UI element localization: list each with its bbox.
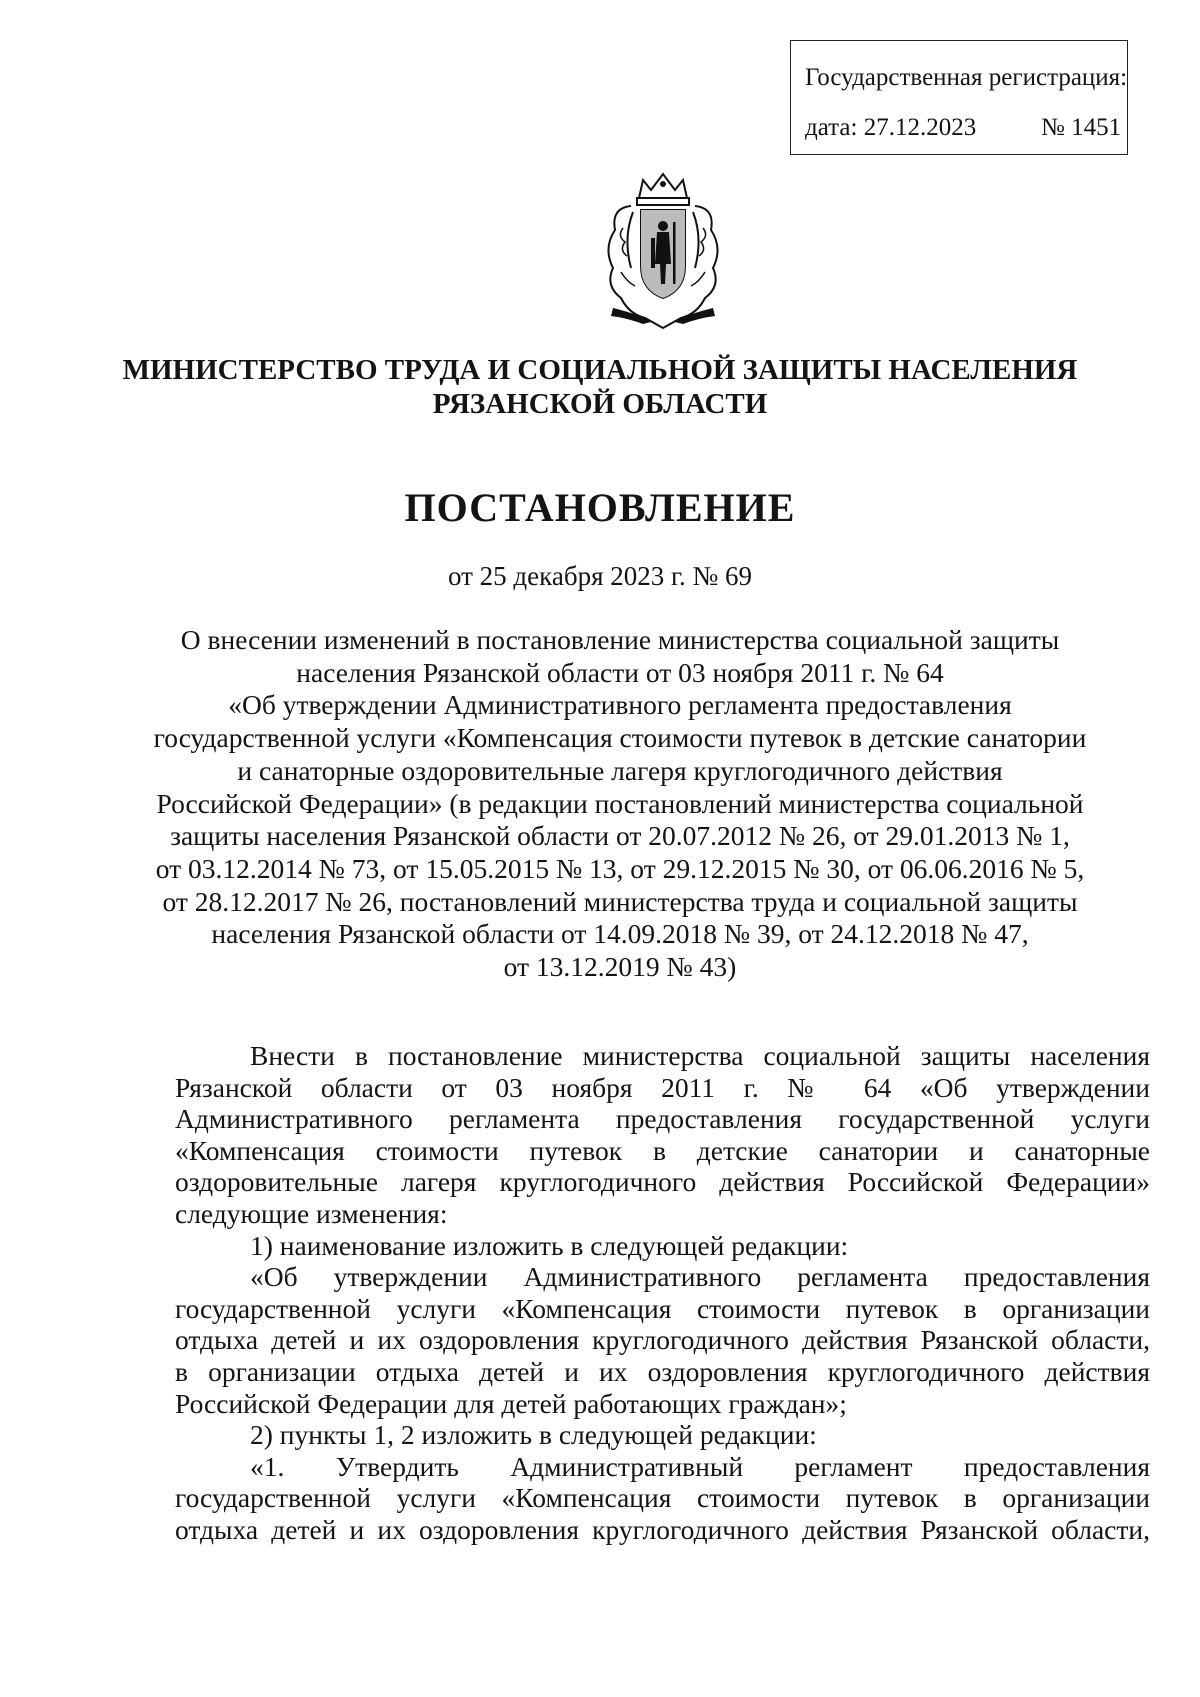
body-line: отдыха детей и их оздоровления круглогодичного действия Рязанской области, — [175, 1513, 1150, 1545]
body-line: «Компенсация стоимости путевок в детские санатории и санаторные — [175, 1134, 1150, 1166]
body-line: «1. Утвердить Административный регламент предоставления — [250, 1450, 1150, 1482]
title-line: и санаторные оздоровительные лагеря круглогодичного действия — [237, 754, 1003, 786]
registration-date: дата: 27.12.2023 — [805, 114, 977, 141]
title-line: «Об утверждении Административного регламента предоставления — [228, 689, 1012, 721]
document-body — [175, 1040, 1150, 1546]
document-date-number: от 25 декабря 2023 г. № 69 — [447, 561, 753, 591]
ryazan-coat-of-arms-icon — [592, 168, 734, 333]
body-line: 1) наименование изложить в следующей редакции: — [250, 1229, 849, 1261]
ministry-name-line-2: РЯЗАНСКОЙ ОБЛАСТИ — [432, 388, 768, 420]
document-title — [150, 624, 1090, 984]
body-line: государственной услуги «Компенсация стоимости путевок в организации — [175, 1292, 1150, 1324]
title-line: населения Рязанской области от 14.09.2018 № 39, от 24.12.2018 № 47, — [211, 918, 1029, 950]
document-type-heading: ПОСТАНОВЛЕНИЕ — [404, 485, 796, 530]
body-line: Внести в постановление министерства социальной защиты населения — [250, 1040, 1150, 1071]
body-line: «Об утверждении Административного регламента предоставления — [250, 1261, 1150, 1293]
title-line: от 28.12.2017 № 26, постановлений министерства труда и социальной защиты — [162, 885, 1078, 917]
body-line: следующие изменения: — [175, 1197, 448, 1229]
body-line: оздоровительные лагеря круглогодичного действия Российской Федерации» — [175, 1166, 1150, 1198]
body-line: в организации отдыха детей и их оздоровления круглогодичного действия — [175, 1355, 1150, 1387]
title-line: от 03.12.2014 № 73, от 15.05.2015 № 13, от 29.12.2015 № 30, от 06.06.2016 № 5, — [155, 852, 1085, 884]
body-line: 2) пункты 1, 2 изложить в следующей редакции: — [250, 1419, 817, 1451]
body-line: отдыха детей и их оздоровления круглогодичного действия Рязанской области, — [175, 1324, 1150, 1356]
title-line: населения Рязанской области от 03 ноября 2011 г. № 64 — [296, 656, 944, 688]
body-line: Российской Федерации для детей работающих граждан»; — [175, 1387, 847, 1419]
registration-title: Государственная регистрация: — [805, 64, 1128, 91]
body-line: Административного регламента предоставления государственной услуги — [175, 1103, 1150, 1135]
registration-stamp — [790, 40, 1128, 155]
title-line: государственной услуги «Компенсация стоимости путевок в детские санатории — [153, 722, 1087, 754]
title-line: от 13.12.2019 № 43) — [503, 951, 737, 983]
ministry-name-line-1: МИНИСТЕРСТВО ТРУДА И СОЦИАЛЬНОЙ ЗАЩИТЫ НАСЕЛЕНИЯ — [122, 354, 1078, 386]
title-line: Российской Федерации» (в редакции постановлений министерства социальной — [156, 787, 1084, 819]
body-line: государственной услуги «Компенсация стоимости путевок в организации — [175, 1482, 1150, 1514]
title-line: защиты населения Рязанской области от 20.07.2012 № 26, от 29.01.2013 № 1, — [170, 820, 1070, 852]
title-line: О внесении изменений в постановление министерства социальной защиты — [180, 624, 1060, 655]
body-line: Рязанской области от 03 ноября 2011 г. № 64 «Об утверждении — [175, 1071, 1150, 1103]
registration-number: № 1451 — [1041, 114, 1122, 141]
